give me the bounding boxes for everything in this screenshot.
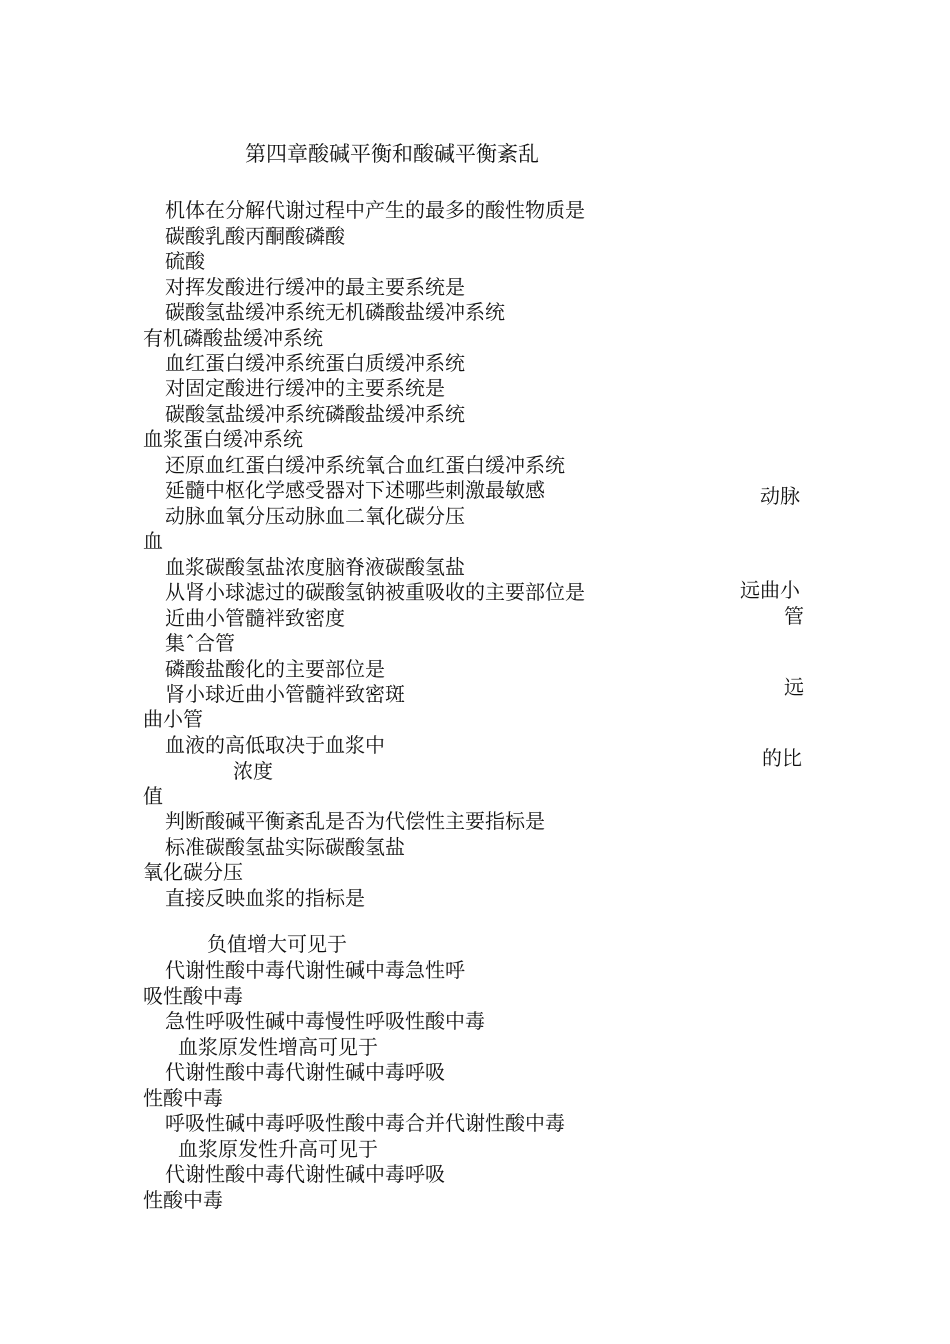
line-13: 动脉血氧分压动脉血二氧化碳分压 [165, 504, 465, 528]
line-3: 硫酸 [165, 249, 205, 273]
line-15: 血浆碳酸氢盐浓度脑脊液碳酸氢盐 [165, 555, 465, 579]
line-32: 急性呼吸性碱中毒慢性呼吸性酸中毒 [165, 1009, 485, 1033]
line-11: 还原血红蛋白缓冲系统氧合血红蛋白缓冲系统 [165, 453, 565, 477]
line-19: 磷酸盐酸化的主要部位是 [165, 657, 385, 681]
line-39: 性酸中毒 [143, 1188, 223, 1212]
line-14: 血 [143, 529, 163, 553]
margin-note-1: 动脉 [760, 484, 800, 508]
line-20: 肾小球近曲小管髓袢致密斑 [165, 682, 405, 706]
line-30: 代谢性酸中毒代谢性碱中毒急性呼 [165, 958, 465, 982]
line-22: 血液的高低取决于血浆中 [165, 733, 385, 757]
line-1: 机体在分解代谢过程中产生的最多的酸性物质是 [165, 198, 585, 222]
line-24: 值 [143, 784, 163, 808]
line-38: 代谢性酸中毒代谢性碱中毒呼吸 [165, 1162, 445, 1186]
line-6: 有机磷酸盐缓冲系统 [143, 326, 323, 350]
line-26: 标准碳酸氢盐实际碳酸氢盐 [165, 835, 405, 859]
margin-note-5: 的比 [762, 746, 802, 770]
line-10: 血浆蛋白缓冲系统 [143, 427, 303, 451]
line-33: 血浆原发性增高可见于 [178, 1035, 378, 1059]
line-29: 负值增大可见于 [207, 932, 347, 956]
line-21: 曲小管 [143, 707, 203, 731]
line-17: 近曲小管髓袢致密度 [165, 606, 345, 630]
line-25: 判断酸碱平衡紊乱是否为代偿性主要指标是 [165, 809, 545, 833]
line-12: 延髓中枢化学感受器对下述哪些刺激最敏感 [165, 478, 545, 502]
line-37: 血浆原发性升高可见于 [178, 1137, 378, 1161]
line-8: 对固定酸进行缓冲的主要系统是 [165, 376, 445, 400]
page-title: 第四章酸碱平衡和酸碱平衡紊乱 [245, 142, 539, 166]
line-23: 浓度 [233, 759, 273, 783]
line-34: 代谢性酸中毒代谢性碱中毒呼吸 [165, 1060, 445, 1084]
line-28: 直接反映血浆的指标是 [165, 886, 365, 910]
line-35: 性酸中毒 [143, 1086, 223, 1110]
line-5: 碳酸氢盐缓冲系统无机磷酸盐缓冲系统 [165, 300, 505, 324]
line-16: 从肾小球滤过的碳酸氢钠被重吸收的主要部位是 [165, 580, 585, 604]
margin-note-3: 管 [784, 604, 804, 628]
line-18: 集ˆ合管 [165, 631, 235, 655]
margin-note-4: 远 [784, 675, 804, 699]
line-36: 呼吸性碱中毒呼吸性酸中毒合并代谢性酸中毒 [165, 1111, 565, 1135]
line-27: 氧化碳分压 [143, 860, 243, 884]
line-4: 对挥发酸进行缓冲的最主要系统是 [165, 275, 465, 299]
line-7: 血红蛋白缓冲系统蛋白质缓冲系统 [165, 351, 465, 375]
margin-note-2: 远曲小 [740, 578, 800, 602]
line-2: 碳酸乳酸丙酮酸磷酸 [165, 224, 345, 248]
line-31: 吸性酸中毒 [143, 984, 243, 1008]
line-9: 碳酸氢盐缓冲系统磷酸盐缓冲系统 [165, 402, 465, 426]
